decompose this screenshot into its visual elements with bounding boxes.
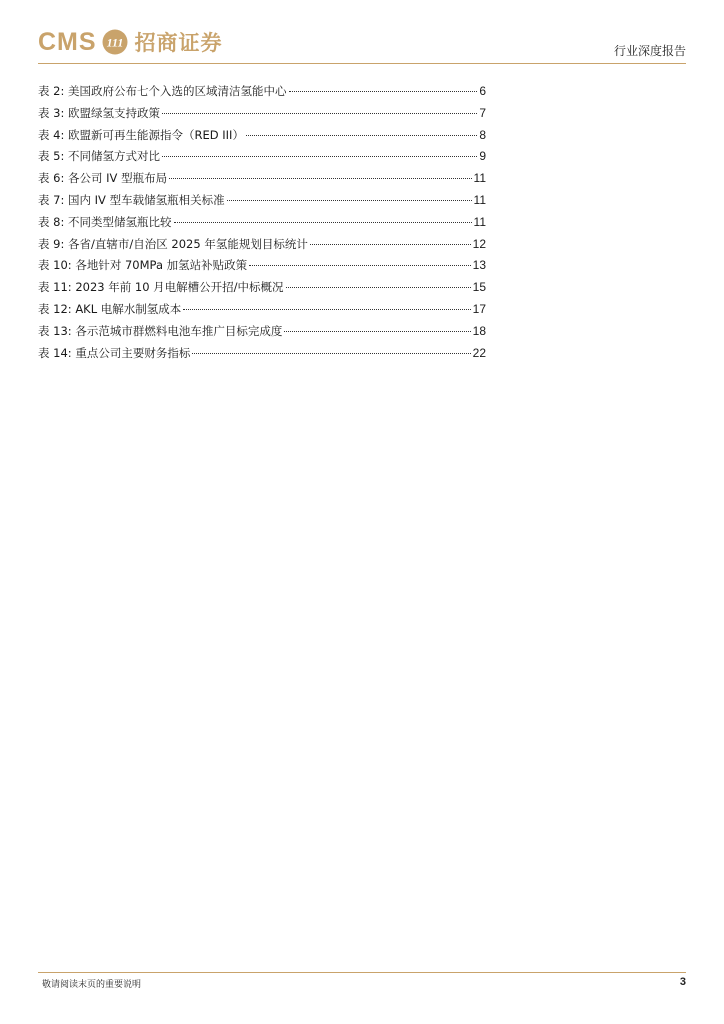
toc-entry-label: 表 5: 不同储氢方式对比 [38,149,161,164]
toc-entry-page: 17 [472,301,486,316]
toc-entry-label: 表 10: 各地针对 70MPa 加氢站补贴政策 [38,258,248,273]
toc-dot-leader [246,134,477,136]
toc-entry-page: 11 [473,214,486,229]
toc-entry[interactable] [38,105,486,127]
logo-badge-text: 111 [106,35,123,50]
toc-entry-page: 6 [479,84,486,98]
toc-entry[interactable] [38,148,486,170]
logo-badge-icon [102,29,128,55]
toc-dot-leader [169,177,471,179]
toc-dot-leader [286,286,471,288]
logo-chinese: 招商证券 [134,31,223,55]
header-divider [38,63,686,64]
toc-entry-label: 表 2: 美国政府公布七个入选的区域清洁氢能中心 [38,84,287,98]
toc-entry[interactable] [38,301,486,323]
toc-dot-leader [183,308,470,310]
toc-entry-label: 表 3: 欧盟绿氢支持政策 [38,105,161,120]
toc-entry-label: 表 13: 各示范城市群燃料电池车推广目标完成度 [38,323,283,338]
toc-dot-leader [162,112,477,114]
toc-dot-leader [162,155,477,157]
toc-entry[interactable] [38,83,486,105]
toc-dot-leader [174,221,472,223]
page-header [0,0,724,70]
page-number: 3 [679,976,686,988]
report-type: 行业深度报告 [613,44,686,58]
toc-entry-page: 8 [479,127,486,142]
toc-dot-leader [310,243,471,245]
toc-entry[interactable] [38,214,486,236]
toc-entry[interactable] [38,345,486,367]
toc-entry-label: 表 14: 重点公司主要财务指标 [38,345,191,360]
toc-entry-label: 表 8: 不同类型储氢瓶比较 [38,214,172,229]
company-logo [38,26,223,58]
toc-entry[interactable] [38,236,486,258]
toc-entry[interactable] [38,170,486,192]
toc-entry-page: 12 [472,236,486,251]
toc-entry-label: 表 6: 各公司 IV 型瓶布局 [38,171,168,186]
toc-entry-label: 表 11: 2023 年前 10 月电解槽公开招/中标概况 [38,280,284,295]
toc-entry-page: 9 [479,149,486,164]
table-of-tables [38,83,486,366]
toc-entry-page: 13 [472,258,486,273]
footer-disclaimer: 敬请阅读末页的重要说明 [42,980,142,990]
toc-entry[interactable] [38,127,486,149]
toc-entry-label: 表 7: 国内 IV 型车载储氢瓶相关标准 [38,192,225,207]
toc-entry-label: 表 9: 各省/直辖市/自治区 2025 年氢能规划目标统计 [38,236,308,251]
toc-entry-page: 18 [472,323,486,338]
toc-entry-page: 11 [473,192,486,207]
toc-entry-page: 22 [472,345,486,360]
toc-dot-leader [284,330,470,332]
toc-entry-label: 表 4: 欧盟新可再生能源指令（RED III） [38,127,244,142]
toc-dot-leader [249,264,470,266]
toc-entry-page: 15 [472,280,486,295]
footer-divider [38,972,686,973]
toc-entry-page: 7 [479,105,486,120]
toc-entry[interactable] [38,192,486,214]
toc-entry[interactable] [38,279,486,301]
toc-dot-leader [192,352,470,354]
logo-latin: CMS [38,27,97,56]
toc-dot-leader [289,90,478,92]
toc-entry[interactable] [38,323,486,345]
toc-entry-page: 11 [473,171,486,186]
toc-dot-leader [227,199,472,201]
toc-entry[interactable] [38,257,486,279]
toc-entry-label: 表 12: AKL 电解水制氢成本 [38,301,182,316]
